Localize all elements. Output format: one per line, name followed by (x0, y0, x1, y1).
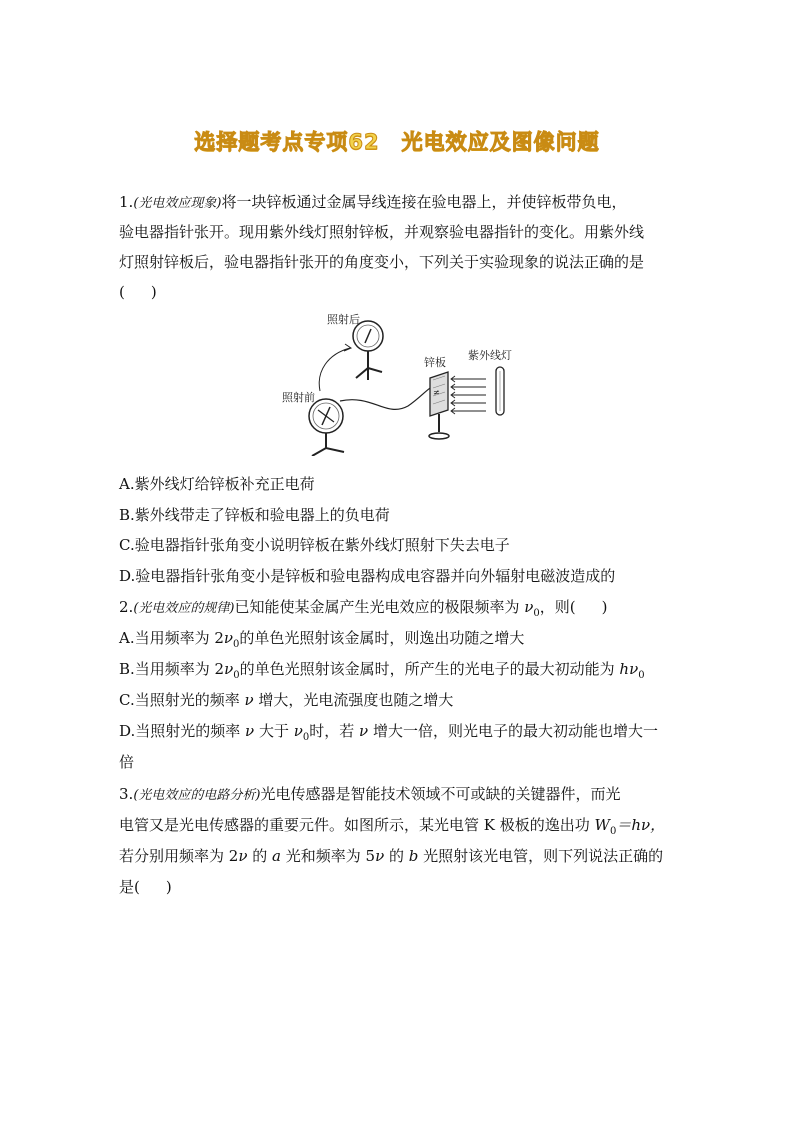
q1-option-c: C.验电器指针张角变小说明锌板在紫外线灯照射下失去电子 (119, 536, 510, 554)
label-before: 照射前 (282, 391, 315, 404)
q1-option-b: B.紫外线带走了锌板和验电器上的负电荷 (119, 506, 390, 524)
q1-option-d: D.验电器指针张角变小是锌板和验电器构成电容器并向外辐射电磁波造成的 (119, 567, 616, 585)
q2-option-b: B.当用频率为 $2\nu_0$的单色光照射该金属时，所产生的光电子的最大初动能为 $h\nu_0$ (119, 660, 645, 681)
label-after: 照射后 (327, 313, 360, 326)
q1-number: 1. (119, 193, 134, 211)
q2-option-d: D.当照射光的频率 ν 大于 $\nu_0$时，若 ν 增大一倍，则光电子的最大初动能也增大一 (119, 722, 658, 743)
q3-line-4: 是( ) (119, 878, 172, 896)
electroscope-figure (278, 306, 528, 456)
label-zinc: 锌板 (424, 356, 446, 369)
q3-line-2: 电管又是光电传感器的重要元件。如图所示，某光电管 K 极板的逸出功 $W_0=h\nu$， (119, 816, 666, 837)
transition-arrow (319, 348, 350, 391)
page-title: 选择题考点专项62 光电效应及图像问题 (194, 130, 600, 154)
svg-text:≠: ≠ (433, 388, 440, 397)
uv-rays (451, 376, 486, 414)
q2-option-a: A.当用频率为 $2\nu_0$的单色光照射该金属时，则逸出功随之增大 (119, 629, 525, 650)
q3-line-1: 3.(光电效应的电路分析)光电传感器是智能技术领域不可或缺的关键器件，而光 (119, 785, 621, 803)
label-uv-lamp: 紫外线灯 (468, 349, 512, 362)
connecting-wire (340, 384, 436, 409)
q1-stem-line-1: 将一块锌板通过金属导线连接在验电器上，并使锌板带负电， (221, 193, 627, 211)
q1-stem-line-3: 灯照射锌板后，验电器指针张开的角度变小，下列关于实验现象的说法正确的是 (119, 253, 645, 271)
q2-option-c: C.当照射光的频率 ν 增大，光电流强度也随之增大 (119, 691, 454, 709)
q2-stem: 2.(光电效应的规律)已知能使某金属产生光电效应的极限频率为 $\nu_0$，则( ) (119, 598, 608, 619)
q2-option-d-cont: 倍 (119, 753, 135, 771)
q1-line-1 (119, 192, 626, 214)
q1-answer-paren: ( ) (119, 283, 157, 301)
q1-stem-line-2: 验电器指针张开。现用紫外线灯照射锌板，并观察验电器指针的变化。用紫外线 (119, 223, 645, 241)
q3-line-3: 若分别用频率为 2ν 的 a 光和频率为 5ν 的 b 光照射该光电管，则下列说法正确的 (119, 847, 664, 865)
q1-option-a: A.紫外线灯给锌板补充正电荷 (119, 475, 315, 493)
q1-tag: (光电效应现象) (133, 196, 222, 211)
